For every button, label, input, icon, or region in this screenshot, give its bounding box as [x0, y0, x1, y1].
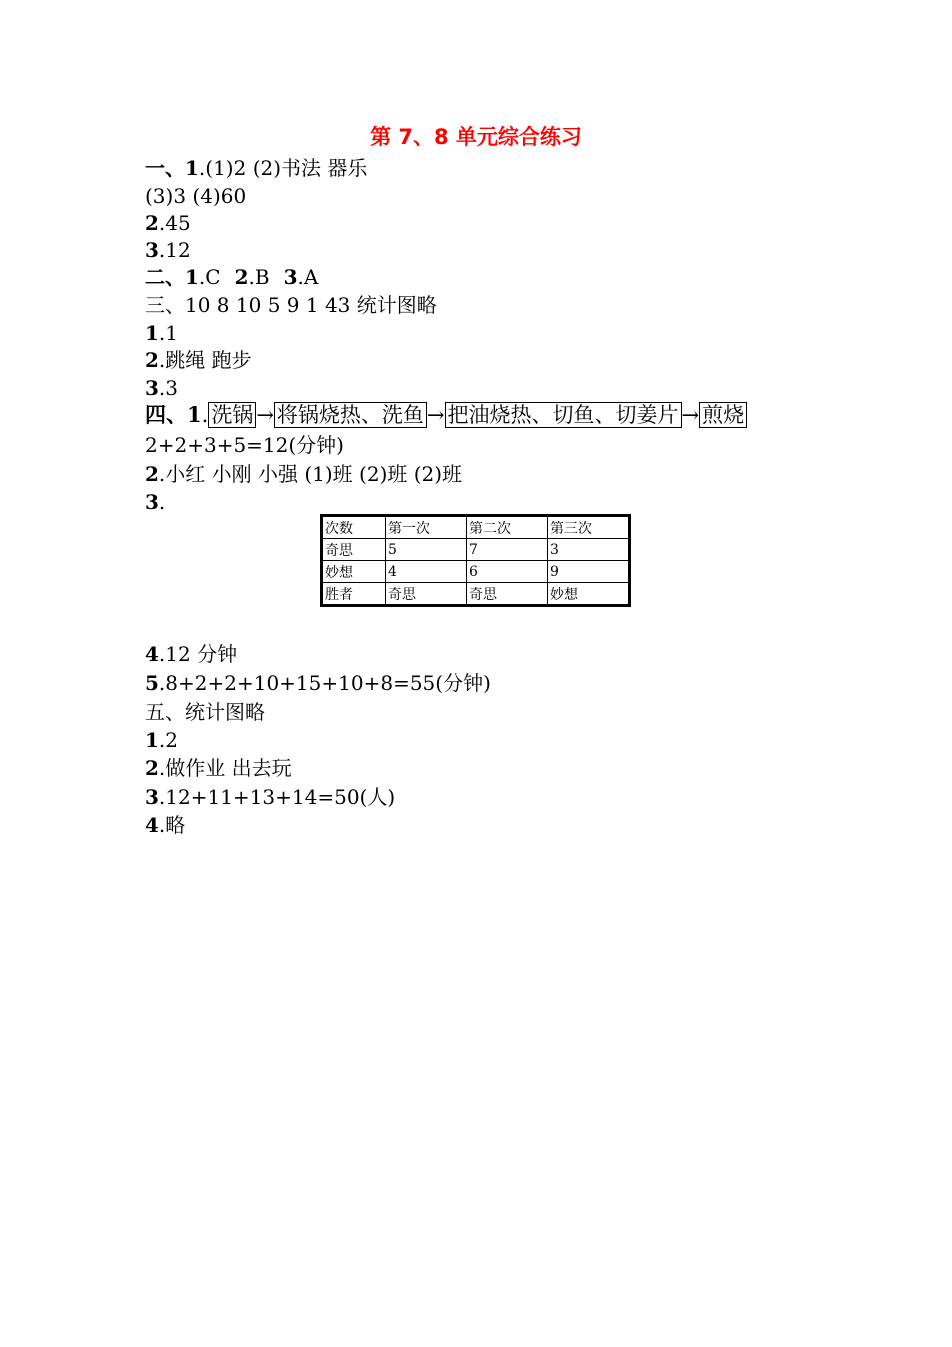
s5-line-3	[145, 755, 292, 781]
table-cell: 9	[548, 561, 630, 583]
table-cell: 7	[467, 539, 548, 561]
table-cell: 妙想	[548, 583, 630, 606]
s4-calc-line: 2+2+3+5=12(分钟)	[145, 433, 344, 457]
table-header-cell: 第二次	[467, 516, 548, 539]
table-header-cell: 次数	[322, 516, 386, 539]
s3-q2-num: 2	[145, 348, 159, 372]
s3-line-3	[145, 347, 252, 373]
table-cell: 奇思	[322, 539, 386, 561]
s5-q2-text: .做作业 出去玩	[158, 756, 292, 780]
table-cell: 胜者	[322, 583, 386, 606]
s1-line-2	[145, 183, 246, 209]
arrow-icon: →	[426, 403, 445, 427]
s1-q3-num: 3	[145, 238, 159, 262]
s3-q3-text: .3	[158, 376, 179, 400]
s5-q3-text: .12+11+13+14=50(人)	[158, 785, 396, 809]
s3-line-2	[145, 320, 178, 346]
s4-q1-dot: .	[201, 403, 209, 427]
table-cell: 5	[386, 539, 467, 561]
s4-q2-num: 2	[145, 462, 159, 486]
s4-q1-num: 1	[187, 402, 202, 427]
s1-line-4	[145, 237, 191, 263]
s4-q3-text: .	[158, 490, 166, 514]
s5-q3-num: 3	[145, 785, 159, 809]
s5-q2-num: 2	[145, 756, 159, 780]
page-title: 第 7、8 单元综合练习	[370, 125, 582, 149]
flow-step-1: 洗锅	[208, 402, 256, 428]
s2-line	[145, 264, 318, 290]
table-row	[322, 539, 630, 561]
s5-line-5	[145, 812, 185, 838]
s5-q1-text: .2	[158, 728, 179, 752]
s4-line-6	[145, 670, 491, 696]
s5-line-4	[145, 784, 395, 810]
s4-q2-text: .小红 小刚 小强 (1)班 (2)班 (2)班	[158, 462, 463, 486]
table-row	[322, 561, 630, 583]
s5-q4-text: .略	[158, 813, 186, 837]
s1-line-3	[145, 210, 191, 236]
s2-n2: 2	[234, 265, 249, 289]
s2-a2: .B	[248, 265, 270, 289]
s3-line-1: 三、10 8 10 5 9 1 43 统计图略	[145, 293, 437, 317]
s4-q4-text: .12 分钟	[158, 642, 238, 666]
table-cell: 奇思	[386, 583, 467, 606]
s2-a3: .A	[297, 265, 319, 289]
arrow-icon: →	[681, 403, 700, 427]
s2-head: 二、	[145, 265, 185, 289]
s1-head: 一、	[145, 156, 185, 180]
s1-q1-num: 1	[185, 156, 199, 180]
flow-step-3: 把油烧热、切鱼、切姜片	[445, 402, 682, 428]
s5-q1-num: 1	[145, 728, 159, 752]
flow-step-2: 将锅烧热、洗鱼	[274, 402, 427, 428]
score-table	[320, 514, 631, 607]
table-cell: 6	[467, 561, 548, 583]
s4-line-5	[145, 641, 237, 667]
s3-q1-num: 1	[145, 321, 159, 345]
arrow-icon: →	[256, 403, 274, 427]
s1-q1-text-2: (3)3 (4)60	[145, 184, 247, 208]
s4-head: 四、	[145, 402, 187, 427]
flow-step-4: 煎烧	[699, 402, 747, 428]
s4-q3-num: 3	[145, 490, 159, 514]
table-row	[322, 583, 630, 606]
s1-line-1	[145, 155, 367, 181]
table-cell: 奇思	[467, 583, 548, 606]
s2-a1: .C	[198, 265, 221, 289]
s4-flow-line	[145, 402, 747, 428]
s3-q2-text: .跳绳 跑步	[158, 348, 252, 372]
s2-n3: 3	[283, 265, 298, 289]
s5-line-2	[145, 727, 178, 753]
s3-q3-num: 3	[145, 376, 159, 400]
s1-q1-text: .(1)2 (2)书法 器乐	[198, 156, 368, 180]
table-cell: 3	[548, 539, 630, 561]
s4-q4-num: 4	[145, 642, 159, 666]
s4-line-4	[145, 489, 165, 515]
s1-q2-num: 2	[145, 211, 159, 235]
table-header-row	[322, 516, 630, 539]
s3-q1-text: .1	[158, 321, 179, 345]
s4-q5-num: 5	[145, 671, 159, 695]
s4-q5-text: .8+2+2+10+15+10+8=55(分钟)	[158, 671, 491, 695]
s4-line-3	[145, 461, 462, 487]
s3-line-4	[145, 375, 178, 401]
s5-q4-num: 4	[145, 813, 159, 837]
s5-line-1: 五、统计图略	[145, 700, 265, 724]
table-cell: 妙想	[322, 561, 386, 583]
table-header-cell: 第三次	[548, 516, 630, 539]
s1-q3-text: .12	[158, 238, 191, 262]
table-header-cell: 第一次	[386, 516, 467, 539]
table-cell: 4	[386, 561, 467, 583]
s1-q2-text: .45	[158, 211, 191, 235]
s2-n1: 1	[185, 265, 199, 289]
